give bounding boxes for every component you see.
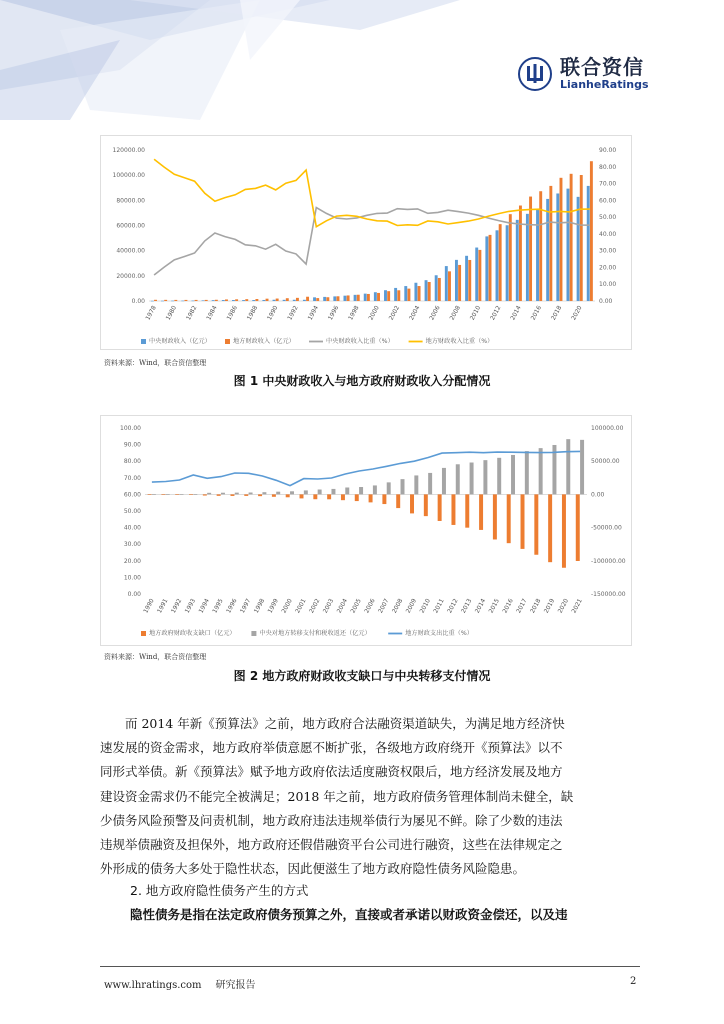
bar-1-1995 xyxy=(326,297,329,301)
bar-0-1999 xyxy=(364,294,367,301)
right-axis-tick-label: 0.00 xyxy=(599,298,613,305)
x-tick-label: 2010 xyxy=(468,304,483,322)
right-axis-tick-label: 60.00 xyxy=(599,197,617,205)
x-tick-label: 2007 xyxy=(377,597,391,615)
right-axis-tick-label: 80.00 xyxy=(599,163,617,171)
bar-0-1996 xyxy=(230,494,234,496)
x-tick-label: 2017 xyxy=(515,597,529,615)
bar-1-2001 xyxy=(304,490,308,494)
bar-0-2007 xyxy=(382,494,386,504)
bar-1-1992 xyxy=(180,494,184,495)
bar-0-2014 xyxy=(479,494,483,530)
bar-1-1997 xyxy=(347,295,350,301)
bar-0-1994 xyxy=(313,297,316,301)
right-axis-tick-label: -150000.00 xyxy=(591,591,626,598)
bar-0-2004 xyxy=(341,494,345,500)
left-axis-tick-label: 90.00 xyxy=(123,441,141,449)
left-axis-tick-label: 50.00 xyxy=(123,508,141,515)
right-axis-tick-label: -100000.00 xyxy=(591,557,626,565)
bar-1-2012 xyxy=(456,464,460,494)
right-axis-tick-label: 40.00 xyxy=(599,230,617,238)
bar-1-2007 xyxy=(448,271,451,301)
bar-1-2017 xyxy=(549,186,552,301)
bar-1-1991 xyxy=(286,298,289,301)
bar-1-2020 xyxy=(566,439,570,494)
bar-1-1993 xyxy=(193,494,197,495)
line-series-1 xyxy=(154,159,590,227)
bar-0-2006 xyxy=(435,275,438,301)
left-axis-tick-label: 60.00 xyxy=(123,491,141,499)
line-series-0 xyxy=(152,451,580,485)
left-axis-tick-label: 30.00 xyxy=(123,541,141,549)
bar-1-2008 xyxy=(458,265,461,301)
bar-1-2003 xyxy=(407,289,410,301)
x-tick-label: 2002 xyxy=(387,304,402,322)
bar-0-1997 xyxy=(244,494,248,496)
figure2-caption: 图 2 地方政府财政收支缺口与中央转移支付情况 xyxy=(233,669,491,683)
legend-label-1: 中央对地方转移支付和税收返还（亿元） xyxy=(259,630,371,637)
bar-1-2008 xyxy=(401,479,405,494)
bar-1-2016 xyxy=(539,191,542,301)
left-axis-tick-label: 80000.00 xyxy=(116,197,145,205)
x-tick-label: 1988 xyxy=(245,304,260,322)
bar-0-2005 xyxy=(355,494,359,501)
bar-1-2009 xyxy=(414,475,418,494)
bar-1-1982 xyxy=(195,300,198,301)
bar-0-2004 xyxy=(414,283,417,301)
bar-0-1993 xyxy=(189,494,193,495)
bar-0-2013 xyxy=(465,494,469,527)
right-axis-tick-label: 100000.00 xyxy=(591,425,624,432)
x-tick-label: 1999 xyxy=(266,597,280,615)
x-tick-label: 1990 xyxy=(142,597,156,615)
x-tick-label: 1996 xyxy=(225,597,239,615)
bar-1-1990 xyxy=(152,494,156,495)
bar-0-2011 xyxy=(438,494,442,521)
bar-0-1991 xyxy=(283,300,286,301)
bar-1-2012 xyxy=(499,224,502,301)
right-axis-tick-label: 0.00 xyxy=(591,491,605,499)
footer-website[interactable]: www.lhratings.com xyxy=(104,980,202,991)
bar-0-1983 xyxy=(202,300,205,301)
legend-swatch-1 xyxy=(251,631,256,636)
bar-0-1989 xyxy=(262,300,265,301)
bar-1-2011 xyxy=(442,468,446,495)
bar-1-2014 xyxy=(483,460,487,494)
paragraph-line: 同形式举债。新《预算法》赋予地方政府依法适度融资权限后，地方经济发展及地方 xyxy=(100,764,563,780)
bar-0-1993 xyxy=(303,300,306,301)
bar-1-2007 xyxy=(387,482,391,494)
left-axis-tick-label: 40.00 xyxy=(123,524,141,532)
footer-divider xyxy=(100,966,640,967)
bar-1-1995 xyxy=(221,493,225,495)
bar-0-2021 xyxy=(587,186,590,301)
bar-0-2010 xyxy=(475,248,478,301)
left-axis-tick-label: 20.00 xyxy=(123,557,141,565)
bar-0-1988 xyxy=(252,300,255,301)
bar-0-1990 xyxy=(273,300,276,301)
paragraph-line: 速发展的资金需求，地方政府举债意愿不断扩张，各级地方政府绕开《预算法》以不 xyxy=(100,740,563,756)
figure1-caption: 图 1 中央财政收入与地方政府财政收入分配情况 xyxy=(233,374,491,388)
bar-1-2021 xyxy=(590,161,593,301)
x-tick-label: 2008 xyxy=(390,597,405,615)
left-axis-tick-label: 10.00 xyxy=(123,574,141,582)
bar-0-2003 xyxy=(404,286,407,301)
legend-label-1: 地方财政收入（亿元） xyxy=(233,338,295,345)
lianhe-logo-icon xyxy=(518,57,552,91)
bar-1-1978 xyxy=(154,300,157,301)
bar-1-2018 xyxy=(539,448,543,494)
x-tick-label: 2012 xyxy=(446,597,460,615)
right-axis-tick-label: 30.00 xyxy=(599,247,617,255)
bar-0-2019 xyxy=(566,189,569,301)
bar-0-1992 xyxy=(175,494,179,495)
x-tick-label: 1998 xyxy=(347,304,361,322)
chart-fiscal-gap xyxy=(100,415,632,646)
x-tick-label: 1992 xyxy=(169,597,184,615)
bar-1-1987 xyxy=(245,299,248,301)
x-tick-label: 1996 xyxy=(326,304,341,322)
right-axis-tick-label: 20.00 xyxy=(599,264,617,272)
x-tick-label: 2019 xyxy=(542,597,557,615)
legend-swatch-0 xyxy=(141,339,146,344)
bar-0-2017 xyxy=(546,199,549,301)
bar-1-1998 xyxy=(262,492,266,494)
x-tick-label: 1980 xyxy=(164,304,179,322)
bar-0-2011 xyxy=(485,236,488,301)
bar-0-2001 xyxy=(300,494,304,498)
bar-0-2018 xyxy=(556,193,559,301)
x-tick-label: 2020 xyxy=(570,304,584,322)
bar-0-2010 xyxy=(424,494,428,516)
bar-1-2017 xyxy=(525,451,529,494)
left-axis-tick-label: 70.00 xyxy=(123,474,141,482)
bar-0-1982 xyxy=(191,301,194,302)
x-tick-label: 2013 xyxy=(460,597,474,615)
bar-1-2021 xyxy=(580,440,584,495)
bar-1-2019 xyxy=(570,174,573,301)
bar-1-2004 xyxy=(345,487,349,494)
paragraph-line: 外形成的债务大多处于隐性状态，因此便滋生了地方政府隐性债务风险隐患。 xyxy=(100,861,526,877)
x-tick-label: 2012 xyxy=(489,304,503,322)
x-tick-label: 2006 xyxy=(363,597,377,615)
x-tick-label: 2021 xyxy=(570,597,584,615)
chart1-svg xyxy=(101,136,631,349)
bar-1-2009 xyxy=(468,260,471,301)
bar-0-2003 xyxy=(327,494,331,499)
legend-label-2: 中央财政收入比重（%） xyxy=(326,338,394,345)
x-tick-label: 2011 xyxy=(432,597,446,615)
x-tick-label: 2008 xyxy=(448,304,462,322)
bar-1-1994 xyxy=(316,298,319,301)
bar-1-1989 xyxy=(266,299,269,301)
bar-1-2005 xyxy=(428,282,431,301)
bar-1-2015 xyxy=(529,197,532,301)
x-tick-label: 2002 xyxy=(308,597,322,615)
bar-0-1996 xyxy=(333,296,336,301)
x-tick-label: 2015 xyxy=(487,597,501,615)
bar-1-1984 xyxy=(215,300,218,301)
bar-1-2020 xyxy=(580,175,583,301)
chart2-svg xyxy=(101,416,631,645)
right-axis-tick-label: 10.00 xyxy=(599,281,617,289)
left-axis-tick-label: 0.00 xyxy=(131,298,145,305)
bar-1-1999 xyxy=(276,492,280,495)
x-tick-label: 1998 xyxy=(252,597,267,615)
bar-0-2012 xyxy=(451,494,455,525)
bar-1-1993 xyxy=(306,297,309,301)
bar-0-1999 xyxy=(272,494,276,496)
x-tick-label: 1992 xyxy=(286,304,300,322)
bar-1-2014 xyxy=(519,206,522,301)
bar-0-2014 xyxy=(516,220,519,301)
figure2-source: 资料来源：Wind，联合资信整理 xyxy=(104,653,207,661)
bar-0-1994 xyxy=(203,494,207,495)
right-axis-tick-label: 90.00 xyxy=(599,147,617,154)
x-tick-label: 2009 xyxy=(404,597,419,615)
bar-0-2002 xyxy=(313,494,317,499)
bar-1-1992 xyxy=(296,298,299,301)
page-number: 2 xyxy=(630,976,637,987)
right-axis-tick-label: 50000.00 xyxy=(591,458,620,466)
x-tick-label: 2005 xyxy=(349,597,363,615)
x-tick-label: 2006 xyxy=(428,304,442,322)
bar-1-2010 xyxy=(428,473,432,494)
bar-1-1994 xyxy=(207,493,211,495)
bar-1-1997 xyxy=(249,493,253,495)
figure1-source: 资料来源：Wind，联合资信整理 xyxy=(104,359,207,367)
paragraph-line: 而 2014 年新《预算法》之前，地方政府合法融资渠道缺失，为满足地方经济快 xyxy=(125,716,565,731)
paragraph-line: 少债务风险预警及问责机制，地方政府违法违规举债行为屡见不鲜。除了少数的违法 xyxy=(100,812,563,828)
bar-1-2006 xyxy=(438,278,441,301)
bar-0-1984 xyxy=(212,300,215,301)
bar-1-2018 xyxy=(560,178,563,301)
bar-1-2016 xyxy=(511,455,515,494)
bar-1-2002 xyxy=(318,490,322,495)
x-tick-label: 1978 xyxy=(144,304,158,322)
bar-0-2008 xyxy=(396,494,400,508)
bar-0-1985 xyxy=(222,300,225,301)
bar-1-2000 xyxy=(377,293,380,301)
bar-0-1998 xyxy=(258,494,262,496)
paragraph-line: 建设资金需求仍不能完全被满足；2018 年之前，地方政府债务管理体制尚未健全，缺 xyxy=(100,788,574,804)
bar-1-2006 xyxy=(373,485,377,494)
brand-name-en: LianheRatings xyxy=(560,78,649,91)
right-axis-tick-label: 70.00 xyxy=(599,180,617,188)
bar-0-2015 xyxy=(526,214,529,301)
bar-1-2011 xyxy=(489,235,492,301)
x-tick-label: 2018 xyxy=(529,597,543,615)
bar-0-1995 xyxy=(217,494,221,495)
bar-1-2004 xyxy=(418,286,421,301)
bar-0-1979 xyxy=(161,301,164,302)
bar-1-2003 xyxy=(331,489,335,494)
bar-1-1999 xyxy=(367,294,370,301)
x-tick-label: 2016 xyxy=(501,597,515,615)
bar-1-1986 xyxy=(235,299,238,301)
legend-label-3: 地方财政收入比重（%） xyxy=(425,338,494,345)
bar-1-1983 xyxy=(205,300,208,301)
bar-0-2001 xyxy=(384,290,387,301)
x-tick-label: 2001 xyxy=(294,597,308,615)
left-axis-tick-label: 40000.00 xyxy=(116,247,145,255)
footer-left xyxy=(104,976,270,991)
bar-0-2017 xyxy=(521,494,525,549)
bar-0-2020 xyxy=(577,197,580,301)
bar-0-2007 xyxy=(445,266,448,301)
bar-1-1988 xyxy=(255,299,258,301)
bar-1-1990 xyxy=(276,299,279,301)
legend-swatch-0 xyxy=(141,631,146,636)
bar-1-1991 xyxy=(166,494,170,495)
bar-0-2012 xyxy=(496,230,499,301)
x-tick-label: 1994 xyxy=(197,597,211,615)
bar-0-2018 xyxy=(534,494,538,554)
x-tick-label: 2014 xyxy=(509,304,523,322)
x-tick-label: 2016 xyxy=(529,304,544,322)
x-tick-label: 1984 xyxy=(205,304,219,322)
x-tick-label: 2000 xyxy=(280,597,294,615)
x-tick-label: 2014 xyxy=(473,597,488,615)
bar-0-2000 xyxy=(286,494,290,497)
bar-0-1981 xyxy=(181,301,184,302)
x-tick-label: 2000 xyxy=(367,304,381,322)
bar-1-1981 xyxy=(184,300,187,301)
bar-1-2013 xyxy=(470,463,474,495)
bar-1-2005 xyxy=(359,487,363,494)
bar-0-2005 xyxy=(425,280,428,301)
left-axis-tick-label: 80.00 xyxy=(123,458,141,466)
bar-1-1979 xyxy=(164,300,167,301)
bar-0-2013 xyxy=(506,225,509,301)
right-axis-tick-label: 50.00 xyxy=(599,214,617,222)
x-tick-label: 1994 xyxy=(306,304,321,322)
line-series-0 xyxy=(154,208,590,276)
bar-0-2006 xyxy=(369,494,373,502)
bar-1-1996 xyxy=(337,296,340,301)
paragraph-line: 违规举债融资及担保外，地方政府还假借融资平台公司进行融资，这些在法律规定之 xyxy=(100,837,563,853)
x-tick-label: 2004 xyxy=(408,304,422,322)
bar-1-2013 xyxy=(509,214,512,301)
bar-0-2000 xyxy=(374,292,377,301)
bar-0-2016 xyxy=(536,210,539,301)
x-tick-label: 2020 xyxy=(556,597,571,615)
bar-0-1992 xyxy=(293,300,296,301)
bar-0-1987 xyxy=(242,300,245,301)
x-tick-label: 2018 xyxy=(549,304,564,322)
bar-1-1980 xyxy=(174,300,177,301)
bar-0-2009 xyxy=(465,256,468,301)
legend-label-0: 中央财政收入（亿元） xyxy=(149,338,211,345)
bar-0-2019 xyxy=(548,494,552,562)
bar-0-2009 xyxy=(410,494,414,513)
bold-definition-line: 隐性债务是指在法定政府债务预算之外，直接或者承诺以财政资金偿还，以及违 xyxy=(130,907,568,922)
left-axis-tick-label: 120000.00 xyxy=(112,147,145,154)
section-title: 2. 地方政府隐性债务产生的方式 xyxy=(130,883,309,898)
bar-1-1996 xyxy=(235,493,239,495)
bar-1-2000 xyxy=(290,491,294,494)
left-axis-tick-label: 60000.00 xyxy=(116,222,145,230)
bar-0-2002 xyxy=(394,288,397,301)
bar-0-1986 xyxy=(232,300,235,301)
left-axis-tick-label: 0.00 xyxy=(127,591,141,598)
x-tick-label: 1982 xyxy=(185,304,199,322)
bar-0-2021 xyxy=(576,494,580,561)
legend-label-0: 地方政府财政收支缺口（亿元） xyxy=(149,630,236,637)
bar-1-2015 xyxy=(497,458,501,495)
x-tick-label: 1990 xyxy=(266,304,280,322)
bar-0-1991 xyxy=(161,494,165,495)
bar-1-1985 xyxy=(225,299,228,301)
bar-0-1980 xyxy=(171,301,174,302)
body-paragraph xyxy=(100,712,640,881)
legend-label-2: 地方财政支出比重（%） xyxy=(405,630,473,637)
bar-0-2016 xyxy=(507,494,511,543)
x-tick-label: 1997 xyxy=(239,597,253,615)
brand-name-cn: 联合资信 xyxy=(560,55,644,79)
left-axis-tick-label: 20000.00 xyxy=(116,272,145,280)
x-tick-label: 2003 xyxy=(321,597,336,615)
bar-1-2010 xyxy=(478,250,481,301)
footer-label: 研究报告 xyxy=(215,980,256,991)
chart-revenue-distribution xyxy=(100,135,632,350)
bar-0-1978 xyxy=(151,301,154,302)
bar-0-1998 xyxy=(354,295,357,301)
bar-0-1997 xyxy=(343,296,346,301)
bar-0-1995 xyxy=(323,297,326,301)
bar-0-1990 xyxy=(148,494,152,495)
bar-1-2002 xyxy=(397,290,400,301)
company-logo xyxy=(518,56,649,91)
bar-0-2008 xyxy=(455,260,458,301)
bar-0-2015 xyxy=(493,494,497,539)
bar-1-2001 xyxy=(387,291,390,301)
x-tick-label: 1986 xyxy=(225,304,239,322)
x-tick-label: 1995 xyxy=(211,597,225,615)
right-axis-tick-label: -50000.00 xyxy=(591,524,622,532)
x-tick-label: 2010 xyxy=(418,597,432,615)
bar-0-2020 xyxy=(562,494,566,567)
x-tick-label: 2004 xyxy=(335,597,350,615)
x-tick-label: 1993 xyxy=(183,597,198,615)
x-tick-label: 1991 xyxy=(156,597,170,615)
legend-swatch-1 xyxy=(225,339,230,344)
left-axis-tick-label: 100000.00 xyxy=(112,172,145,180)
left-axis-tick-label: 100.00 xyxy=(120,425,141,432)
bar-1-1998 xyxy=(357,295,360,301)
